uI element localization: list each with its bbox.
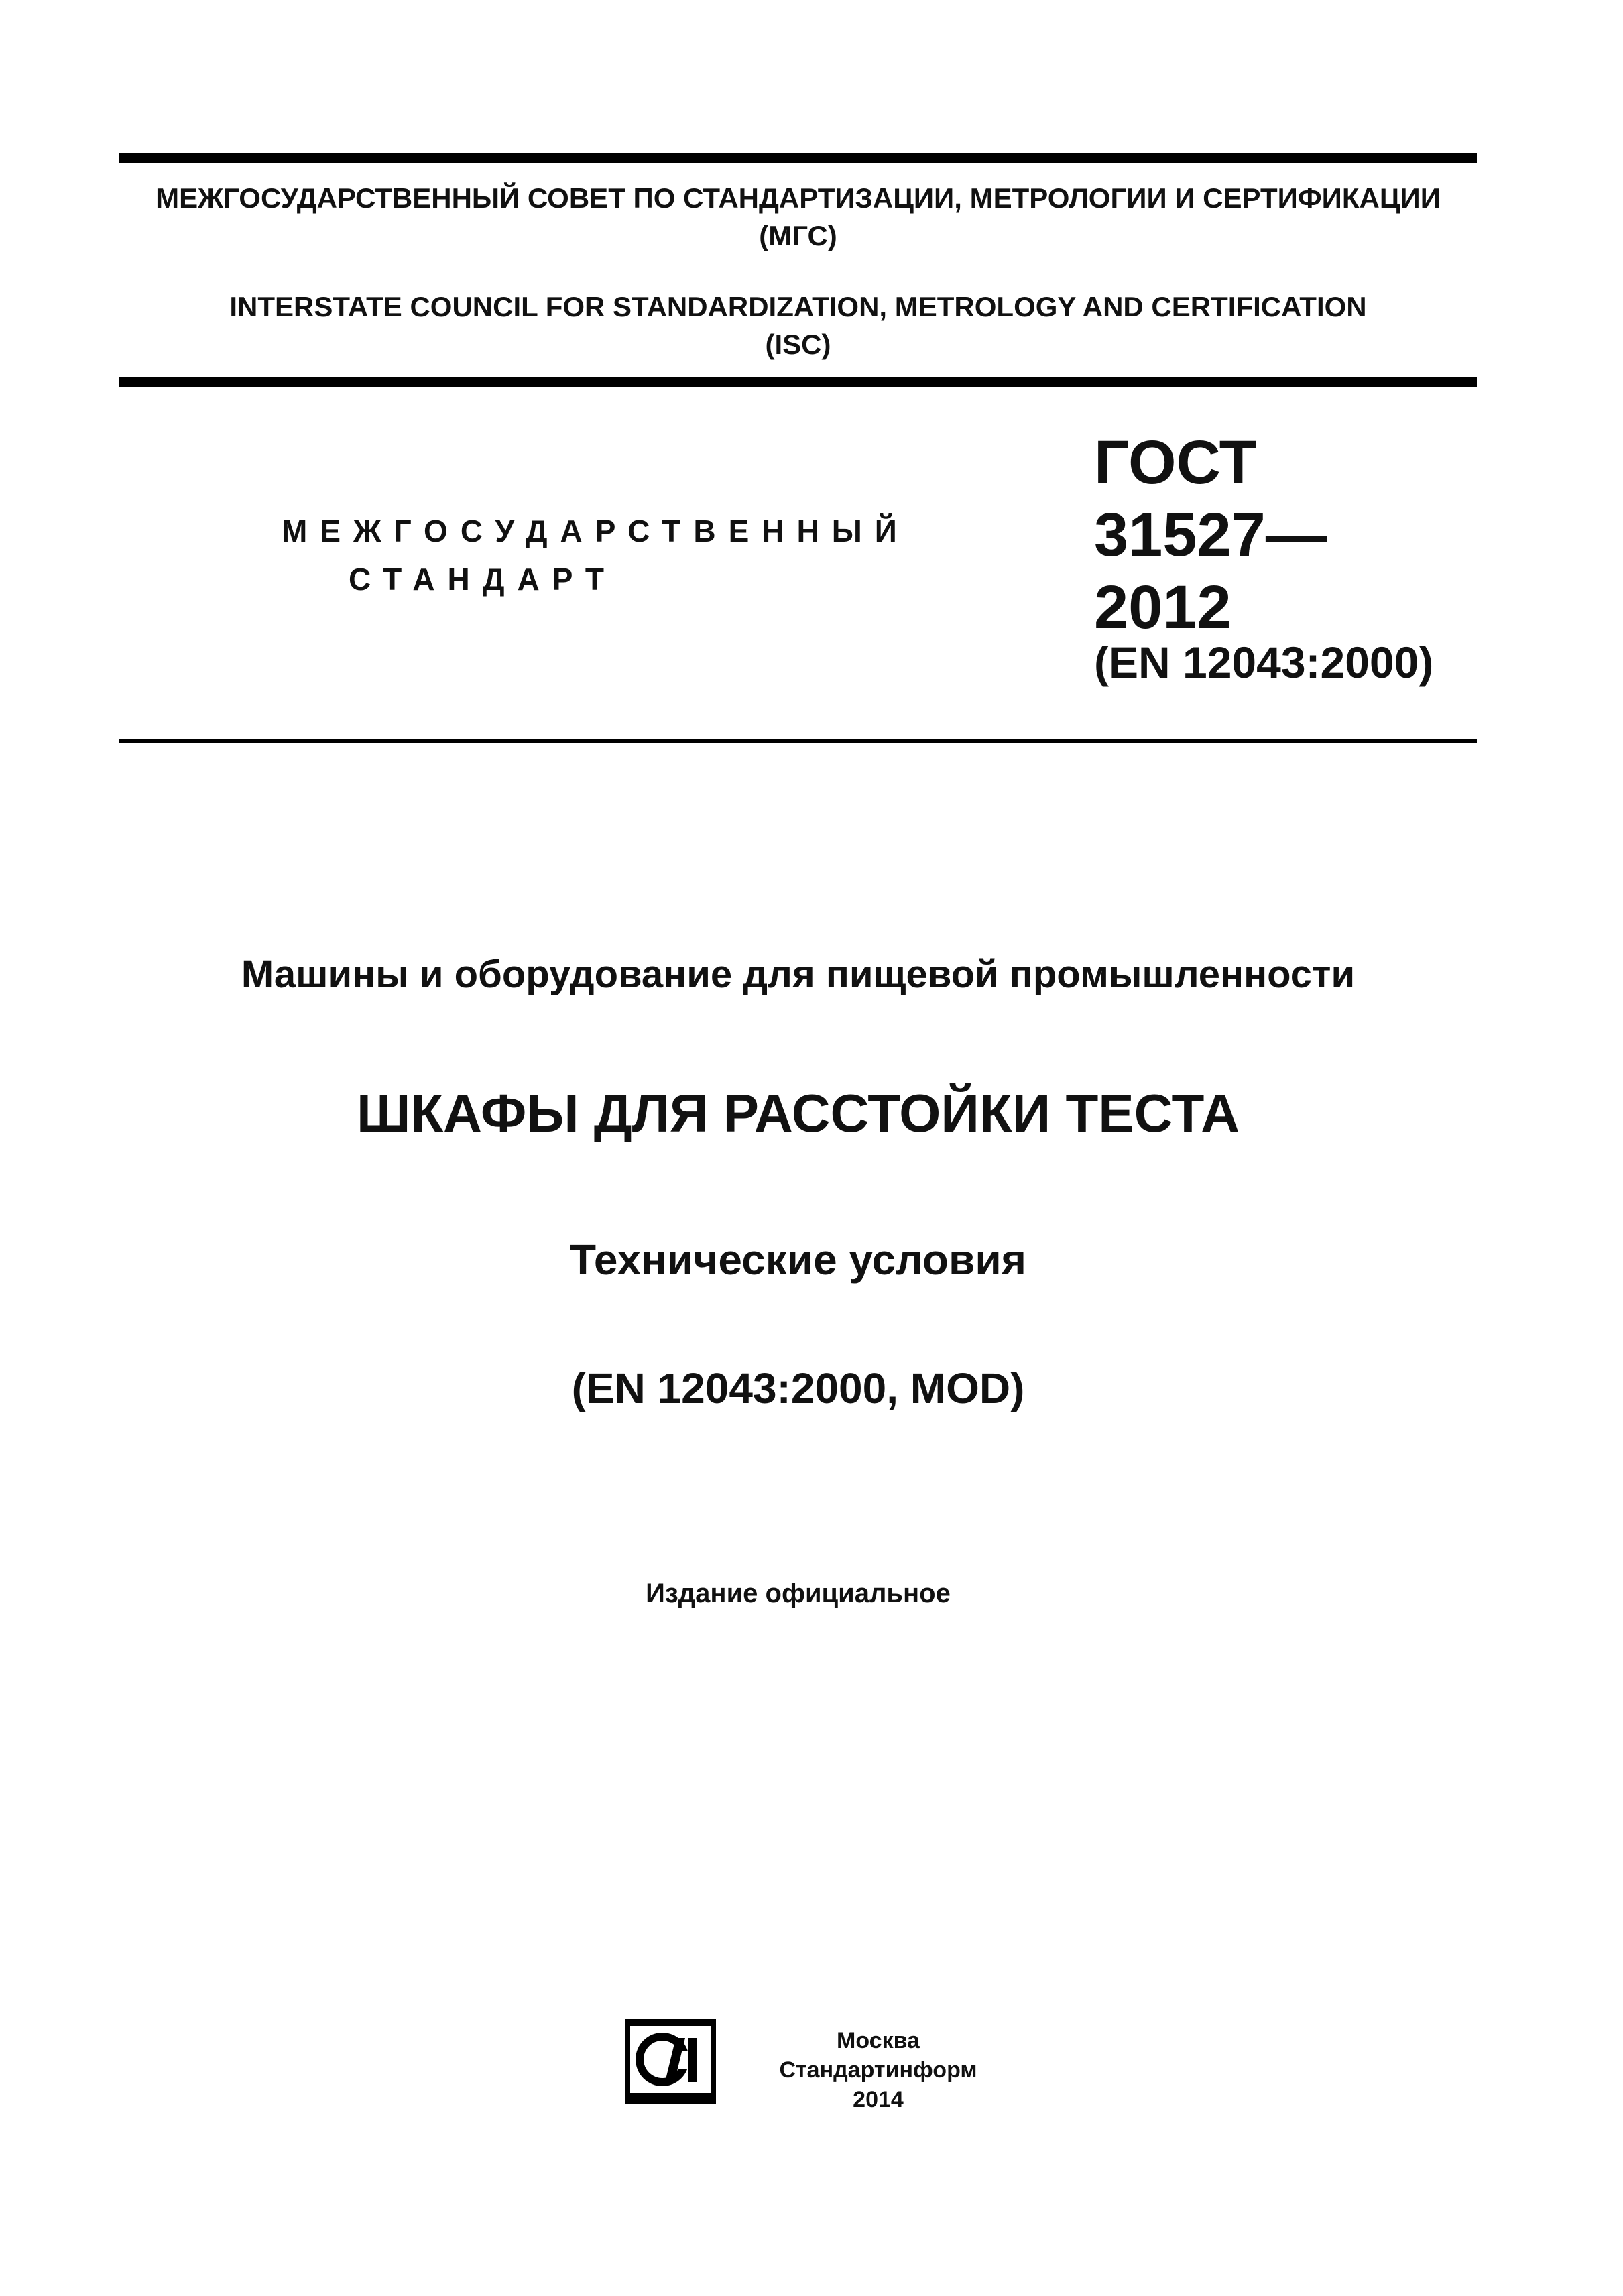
gost-en-reference: (EN 12043:2000)	[1094, 638, 1434, 687]
standartinform-logo-icon	[623, 2018, 717, 2105]
council-ru-abbr: (МГС)	[759, 220, 837, 251]
publisher-block	[737, 2026, 1019, 2114]
document-subtitle: Технические условия	[569, 1235, 1027, 1284]
header-rule	[119, 377, 1477, 387]
gost-year: 2012	[1094, 573, 1231, 642]
document-category: Машины и оборудование для пищевой промышленности	[241, 953, 1356, 996]
council-en-name: INTERSTATE COUNCIL FOR STANDARDIZATION, METROLOGY AND CERTIFICATION	[229, 291, 1367, 322]
document-equivalence: (EN 12043:2000, MOD)	[571, 1364, 1025, 1412]
edition-label: Издание официальное	[646, 1579, 951, 1608]
council-ru-name: МЕЖГОСУДАРСТВЕННЫЙ СОВЕТ ПО СТАНДАРТИЗАЦИИ, МЕТРОЛОГИИ И СЕРТИФИКАЦИИ	[156, 182, 1441, 214]
top-rule	[119, 153, 1477, 163]
council-en	[119, 288, 1477, 363]
designation-rule	[119, 739, 1477, 743]
publisher-city: Москва	[837, 2028, 920, 2053]
document-title: ШКАФЫ ДЛЯ РАССТОЙКИ ТЕСТА	[356, 1083, 1240, 1143]
gost-designation	[1094, 426, 1327, 644]
standard-kind-line2: СТАНДАРТ	[349, 562, 617, 597]
publisher-year: 2014	[853, 2087, 904, 2112]
standard-kind	[282, 507, 910, 603]
council-ru	[119, 180, 1477, 255]
gost-word: ГОСТ	[1094, 428, 1257, 497]
council-en-abbr: (ISC)	[765, 328, 831, 360]
publisher-name: Стандартинформ	[779, 2057, 977, 2083]
standard-kind-line1: МЕЖГОСУДАРСТВЕННЫЙ	[282, 513, 910, 548]
gost-number: 31527—	[1094, 501, 1327, 569]
